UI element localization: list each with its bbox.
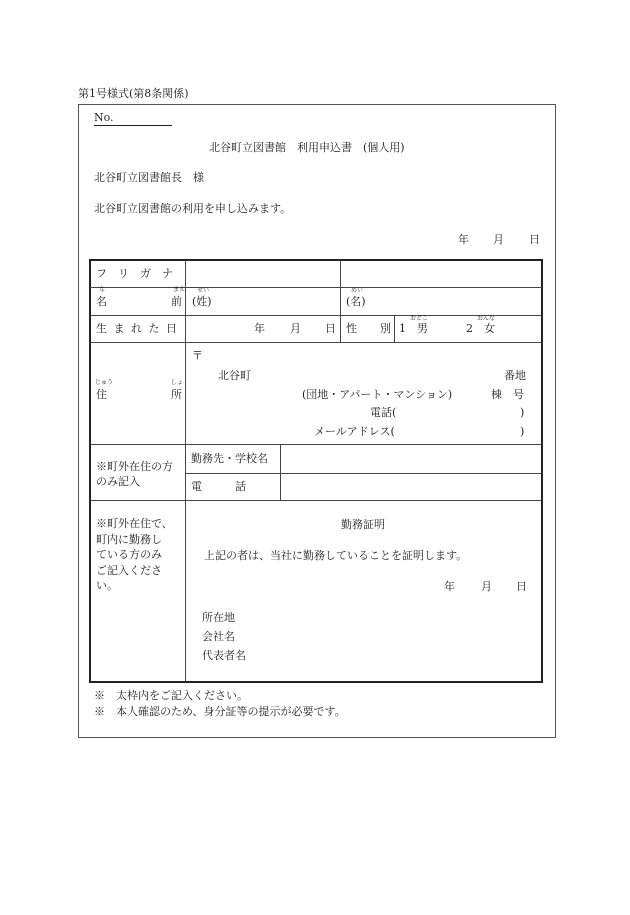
birth-day: 日 [325,322,336,335]
company-label: 会社名 [202,630,235,643]
birth-month: 月 [290,322,301,335]
address-ruby-2: しょ [171,379,184,386]
outside-residents-label: ※町外在住の方 のみ記入 [96,460,173,488]
address-label-1: 住 [96,388,107,401]
workplace-field[interactable] [286,449,536,469]
gender-female-option[interactable]: 2 女 [466,322,495,335]
postal-mark: 〒 [192,349,203,362]
date-year: 年 [458,233,469,246]
given-furigana-field[interactable] [346,266,538,282]
birth-year: 年 [254,322,265,335]
birth-label: 生まれた日 [96,322,184,335]
location-label: 所在地 [202,611,235,624]
worker-label: ※町外在住で、 町内に勤務し ている方のみ ご記入くださ い。 [96,517,173,592]
given-ruby: めい [351,287,364,294]
email-close: ) [520,425,525,438]
banchi-label: 番地 [504,369,526,382]
furigana-label: フ リ ガ ナ [96,267,173,280]
form-no-underline [94,125,172,126]
employment-title: 勤務証明 [341,518,385,531]
date-month: 月 [493,233,504,246]
building-hint: (団地・アパート・マンション) [302,388,453,401]
phone-close: ) [520,406,525,419]
gender-male-ruby: おとこ [410,315,429,322]
surname-furigana-field[interactable] [191,266,336,282]
name-ruby-2: まえ [173,286,186,293]
addressee: 北谷町立図書館長 様 [94,171,204,184]
representative-label: 代表者名 [202,649,246,662]
cert-year: 年 [444,580,455,593]
gender-label-1: 性 [346,322,357,335]
name-label-2: 前 [171,295,182,308]
outside-phone-label: 電 話 [191,480,246,493]
given-label: (名) [346,295,366,308]
surname-ruby: せい [197,287,210,294]
employment-text: 上記の者は、当社に勤務していることを証明します。 [204,549,468,562]
cert-month: 月 [481,580,492,593]
address-ruby-1: じゅう [95,379,114,386]
note-2: ※ 本人確認のため、身分証等の提示が必要です。 [94,705,346,718]
surname-label: (姓) [192,295,212,308]
request-text: 北谷町立図書館の利用を申し込みます。 [94,202,292,215]
outside-phone-field[interactable] [286,477,536,497]
workplace-label: 勤務先・学校名 [191,452,268,465]
note-1: ※ 太枠内をご記入ください。 [94,689,248,702]
phone-label: 電話( [370,406,397,419]
building-unit: 棟 号 [491,388,524,401]
name-label-1: 名 [96,295,107,308]
cert-day: 日 [516,580,527,593]
date-day: 日 [529,233,540,246]
email-label: メールアドレス( [314,425,395,438]
form-number: 第1号様式(第8条関係) [78,87,189,100]
address-label-2: 所 [171,388,182,401]
name-ruby-1: な [99,286,106,293]
form-title: 北谷町立図書館 利用申込書 (個人用) [209,141,405,154]
town-label: 北谷町 [218,369,251,382]
form-no-label: No. [94,111,114,124]
gender-label-2: 別 [380,322,391,335]
gender-male-option[interactable]: 1 男 [399,322,428,335]
gender-female-ruby: おんな [477,315,496,322]
